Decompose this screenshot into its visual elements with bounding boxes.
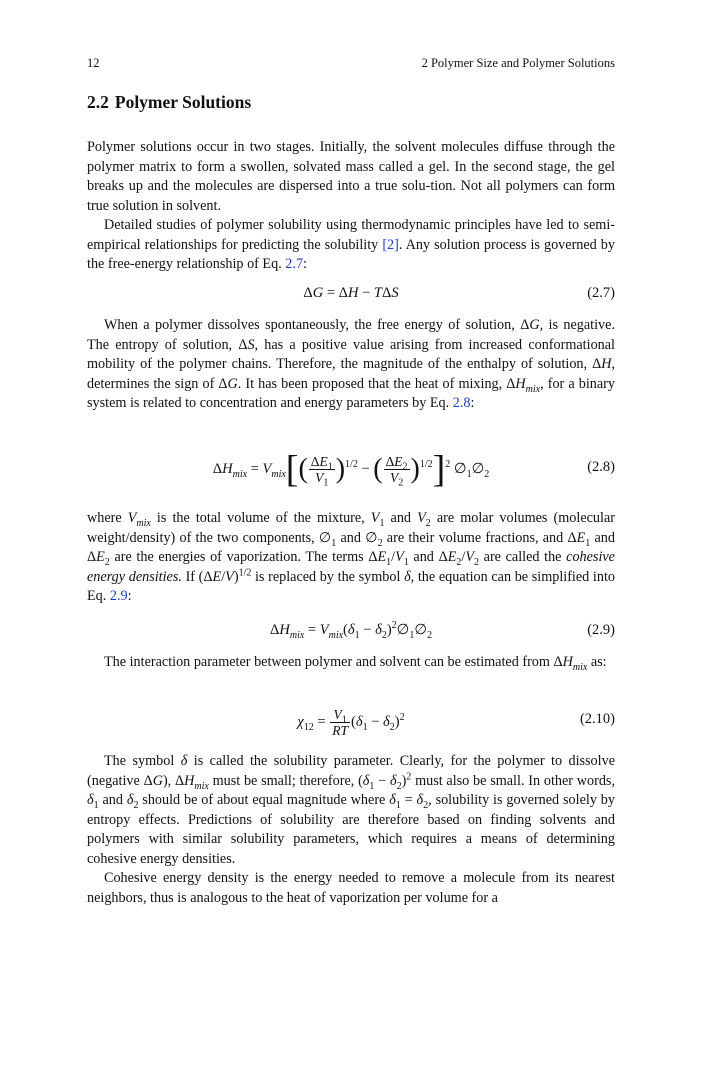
equation-2-9 bbox=[87, 622, 615, 644]
equation-2-10 bbox=[87, 700, 615, 744]
equation-2-7-number: (2.7) bbox=[587, 285, 615, 301]
equation-link-2-9[interactable]: 2.9 bbox=[109, 588, 128, 605]
paragraph-7: Cohesive energy density is the energy needed to remove a molecule from its nearest neighbors, thus is analogous to the heat of vaporization per volume for a bbox=[87, 870, 615, 906]
equation-2-8-number: (2.8) bbox=[587, 459, 615, 475]
equation-link-2-8[interactable]: 2.8 bbox=[452, 395, 471, 412]
paragraph-3: When a polymer dissolves spontaneously, the free energy of solution, ΔG, is negative. The entropy of solution, ΔS, has a positive value arising from increased conformational mobility of the polymer chains. Therefore, the magnitude of the enthalpy of solution, ΔH, determines the sign of ΔG. It has been proposed that the heat of mixing, $\Delta H_{mix}$, for a binary system is related to concentration and energy parameters by Eq. 2.8: bbox=[87, 317, 615, 412]
equation-2-10-number: (2.10) bbox=[579, 711, 615, 727]
equation-2-9-body: $\Delta H_{mix} = V_{mix}(\delta_1$ − $\delta_2)^2\emptyset_1\emptyset_2$ bbox=[270, 620, 432, 641]
running-head-title: 2 Polymer Size and Polymer Solutions bbox=[421, 56, 615, 70]
section-heading bbox=[87, 92, 251, 113]
section-title: Polymer Solutions bbox=[114, 92, 252, 112]
paragraph-1: Polymer solutions occur in two stages. Initially, the solvent molecules diffuse through the polymer matrix to form a swollen, solvated mass called a gel. In the second stage, the gel breaks up and the molecules are dispersed into a true solu-tion. Not all polymers can form true solution in solvent. bbox=[87, 139, 615, 214]
equation-link-2-7[interactable]: 2.7 bbox=[285, 256, 304, 273]
equation-2-7-body: ΔG = ΔH − TΔS bbox=[303, 285, 399, 301]
paragraph-4: where $V_{mix}$ is the total volume of the mixture, $V_1$ and $V_2$ are molar volumes (molecular weight/density) of the two components, $\emptyset_1$ and $\emptyset_2$ are their volume fractions, and $\Delta E_1$ and $\Delta E_2$ are the energies of vaporization. The terms $\Delta E_1/V_1$ and $\Delta E_2/V_2$ are called the cohesive energy densities. If $(\Delta E/V)^{1/2}$ is replaced by the symbol δ, the equation can be simplified into Eq. 2.9: bbox=[87, 510, 615, 605]
paragraph-5: The interaction parameter between polymer and solvent can be estimated from $\Delta H_{mix}$ as: bbox=[104, 654, 607, 673]
running-header bbox=[87, 56, 615, 72]
page-number: 12 bbox=[87, 56, 100, 70]
equation-2-8-body: $\Delta H_{mix} = V_{mix}$[( $\frac{\Delta E_1}{V_1}$ )$^{1/2}$ − ( $\frac{\Delta E_2}{V_2}$ )$^{1/2}$]$^2$ $\emptyset_1\emptyset_2$ bbox=[212, 448, 490, 491]
citation-link[interactable]: [2] bbox=[382, 236, 399, 253]
equation-2-8 bbox=[87, 442, 615, 496]
paragraph-6: The symbol δ is called the solubility parameter. Clearly, for the polymer to dissolve (negative ΔG), $\Delta H_{mix}$ must be small; therefore, $(\delta_1 - \delta_2)^2$ must also be small. In other words, $\delta_1$ and $\delta_2$ should be of about equal magnitude where $\delta_1 = \delta_2$, solubility is governed solely by entropy effects. Predictions of solubility are therefore based on finding solvents and polymers with similar solubility parameters, which requires a means of determining cohesive energy densities. bbox=[87, 753, 615, 867]
section-number: 2.2 bbox=[87, 92, 109, 112]
paragraph-2: Detailed studies of polymer solubility using thermodynamic principles have led to semi-empirical relationships for predicting the solubility [2]. Any solution process is governed by the free-energy relationship of Eq. 2.7: bbox=[87, 217, 615, 273]
equation-2-7 bbox=[87, 285, 615, 307]
equation-2-10-body: $\chi_{12}$ = $\frac{V_1}{RT}$ $(\delta_1 - \delta_2)^2$ bbox=[297, 707, 405, 739]
equation-2-9-number: (2.9) bbox=[587, 622, 615, 638]
